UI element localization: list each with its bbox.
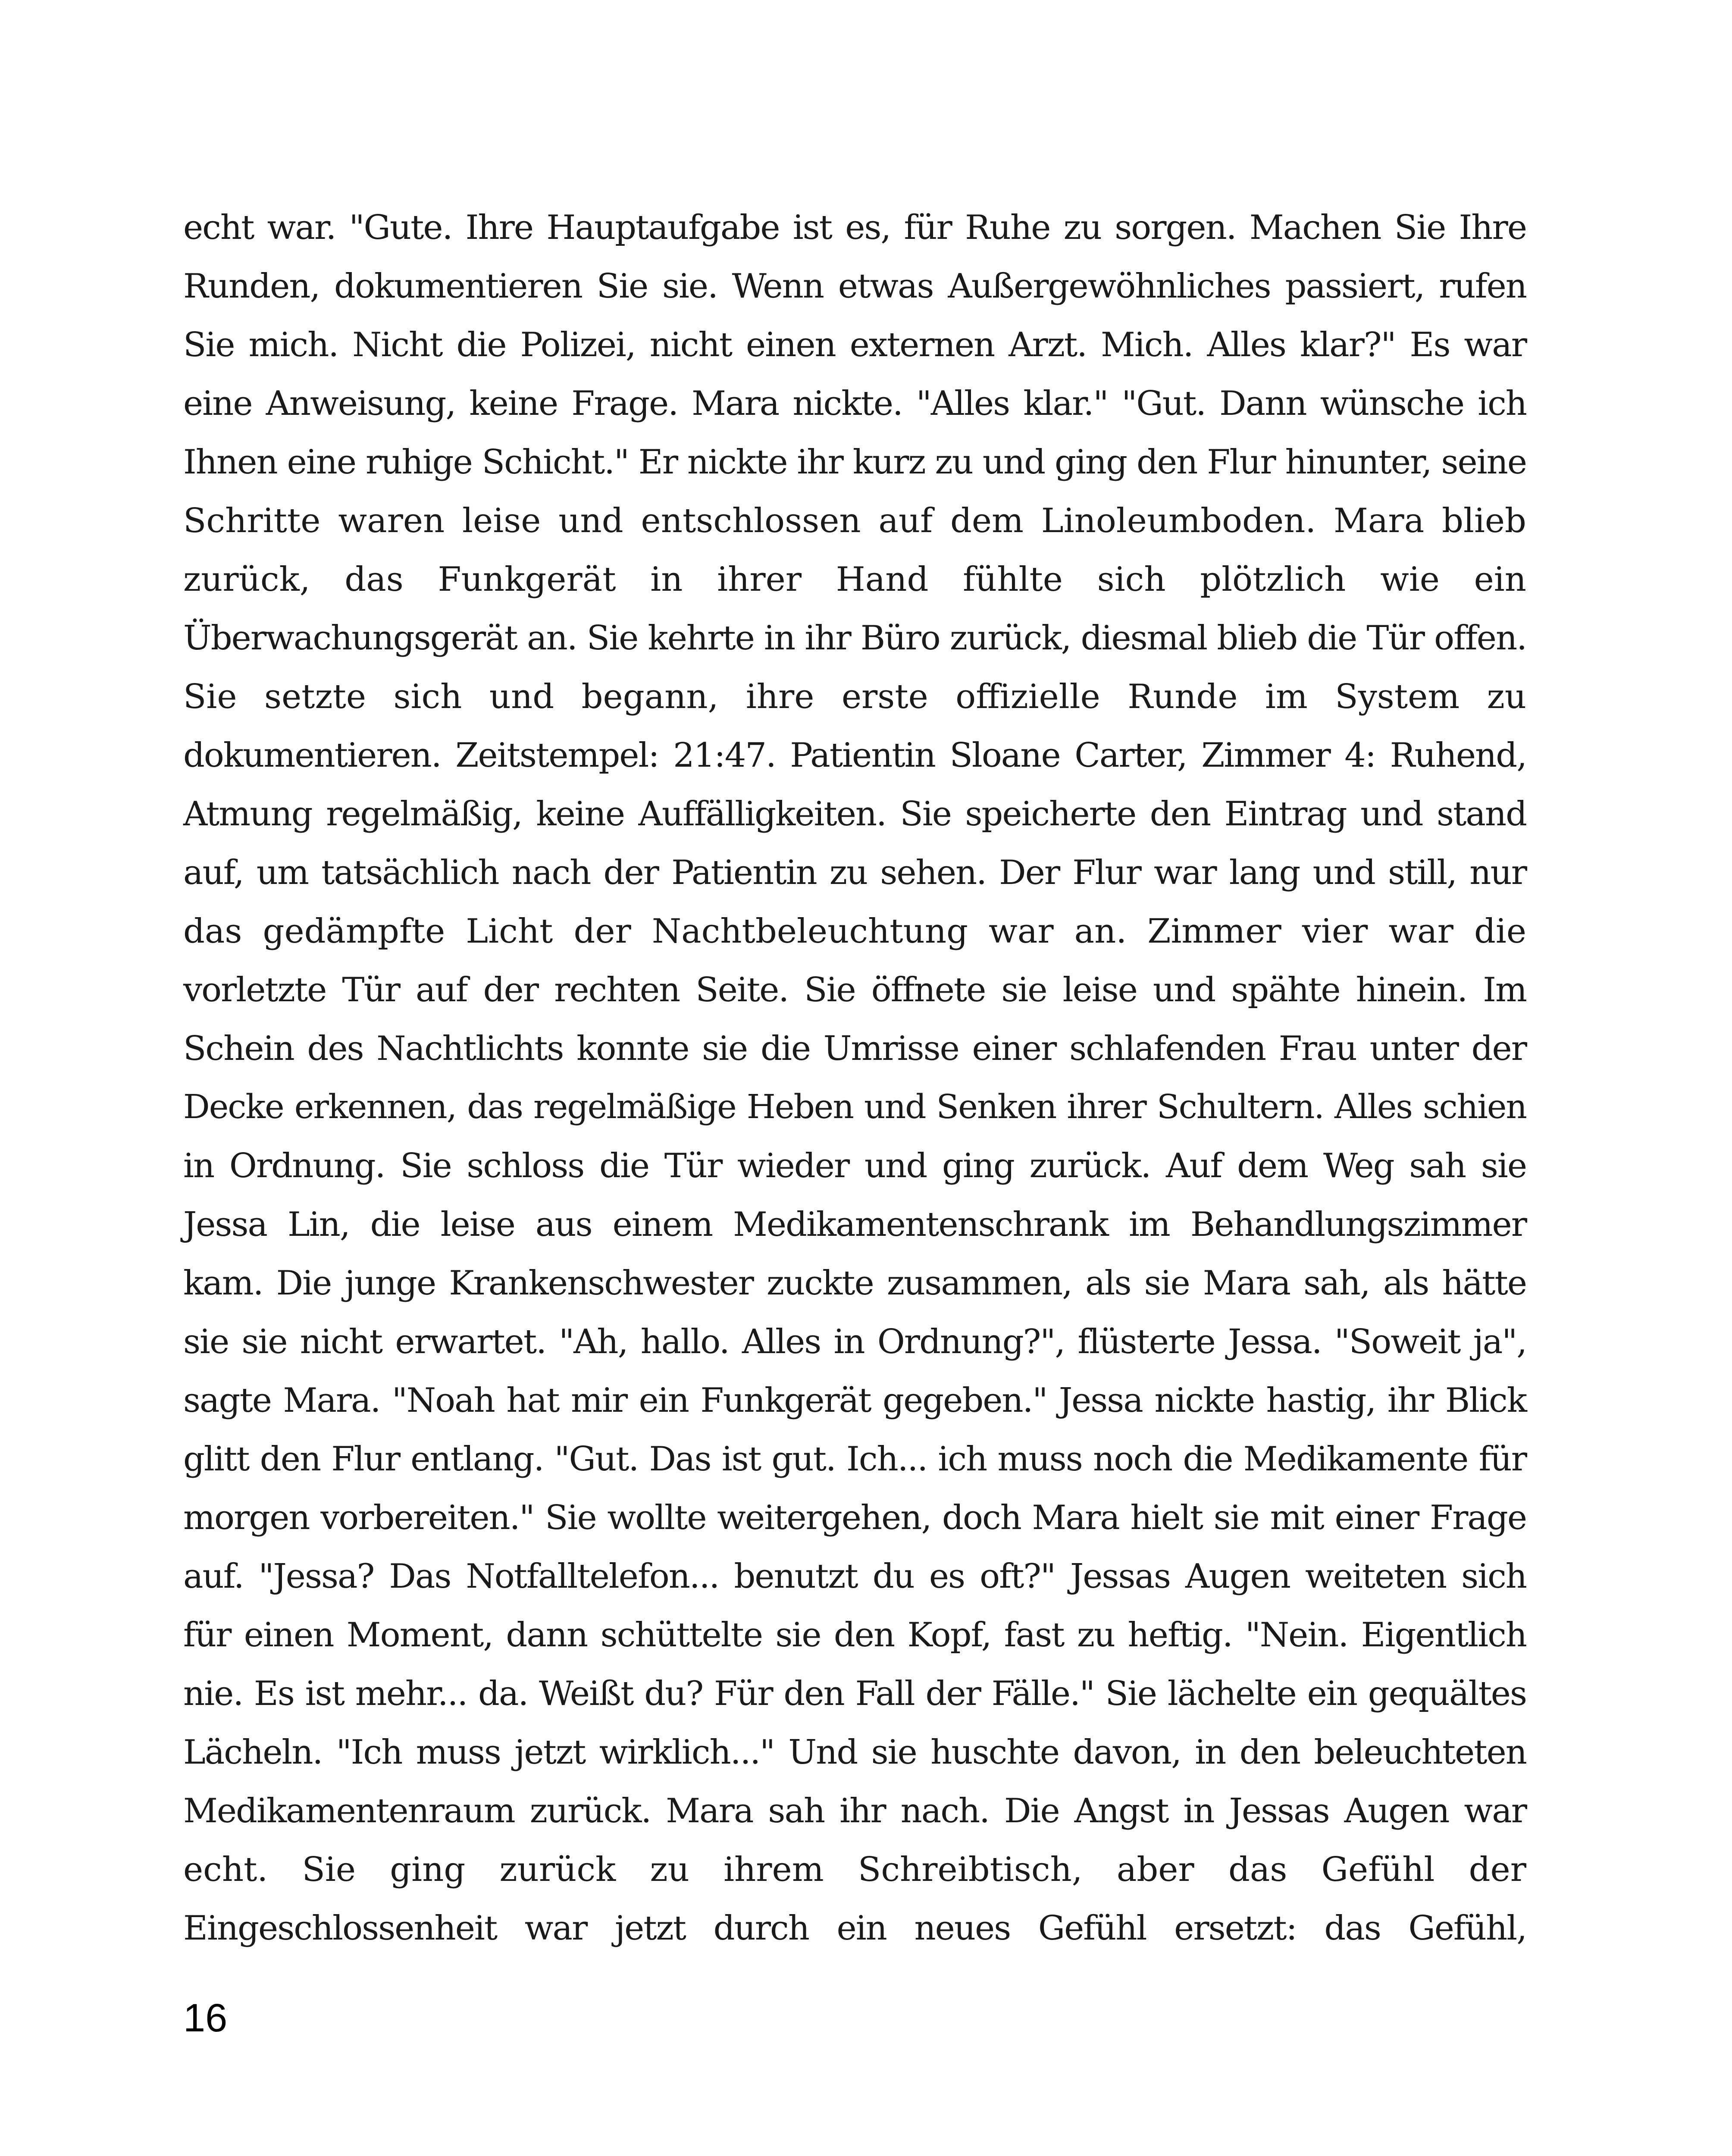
text-line-4: eine Anweisung, keine Frage. Mara nickte. "Alles klar." "Gut. Dann wünsche ich: [183, 384, 1526, 423]
text-line-16: Decke erkennen, das regelmäßige Heben und Senken ihrer Schultern. Alles schien: [183, 1088, 1526, 1126]
text-line-19: kam. Die junge Krankenschwester zuckte zusammen, als sie Mara sah, als hätte: [183, 1264, 1526, 1303]
text-line-26: nie. Es ist mehr... da. Weißt du? Für den Fall der Fälle." Sie lächelte ein gequältes: [183, 1674, 1526, 1713]
text-line-30: Eingeschlossenheit war jetzt durch ein neues Gefühl ersetzt: das Gefühl,: [183, 1909, 1526, 1948]
text-line-29: echt. Sie ging zurück zu ihrem Schreibtisch, aber das Gefühl der: [183, 1850, 1526, 1889]
text-line-8: Überwachungsgerät an. Sie kehrte in ihr Büro zurück, diesmal blieb die Tür offen.: [183, 619, 1526, 658]
text-line-21: sagte Mara. "Noah hat mir ein Funkgerät gegeben." Jessa nickte hastig, ihr Blick: [183, 1381, 1526, 1420]
text-line-23: morgen vorbereiten." Sie wollte weitergehen, doch Mara hielt sie mit einer Frage: [183, 1498, 1526, 1537]
text-line-27: Lächeln. "Ich muss jetzt wirklich..." Und sie huschte davon, in den beleuchteten: [183, 1733, 1526, 1772]
text-line-17: in Ordnung. Sie schloss die Tür wieder und ging zurück. Auf dem Weg sah sie: [183, 1147, 1526, 1185]
text-line-18: Jessa Lin, die leise aus einem Medikamentenschrank im Behandlungszimmer: [183, 1205, 1526, 1244]
text-line-20: sie sie nicht erwartet. "Ah, hallo. Alles in Ordnung?", flüsterte Jessa. "Soweit ja",: [183, 1322, 1526, 1361]
text-line-25: für einen Moment, dann schüttelte sie den Kopf, fast zu heftig. "Nein. Eigentlich: [183, 1616, 1526, 1655]
text-line-1: echt war. "Gute. Ihre Hauptaufgabe ist es, für Ruhe zu sorgen. Machen Sie Ihre: [183, 208, 1526, 247]
text-line-5: Ihnen eine ruhige Schicht." Er nickte ihr kurz zu und ging den Flur hinunter, seine: [183, 443, 1526, 482]
text-line-14: vorletzte Tür auf der rechten Seite. Sie öffnete sie leise und spähte hinein. Im: [183, 971, 1526, 1009]
text-line-7: zurück, das Funkgerät in ihrer Hand fühlte sich plötzlich wie ein: [183, 560, 1526, 599]
text-line-6: Schritte waren leise und entschlossen auf dem Linoleumboden. Mara blieb: [183, 501, 1526, 540]
body-text: [183, 198, 1526, 1958]
text-line-3: Sie mich. Nicht die Polizei, nicht einen externen Arzt. Mich. Alles klar?" Es war: [183, 326, 1526, 364]
text-line-28: Medikamentenraum zurück. Mara sah ihr nach. Die Angst in Jessas Augen war: [183, 1792, 1526, 1830]
text-line-12: auf, um tatsächlich nach der Patientin zu sehen. Der Flur war lang und still, nur: [183, 853, 1526, 892]
text-line-15: Schein des Nachtlichts konnte sie die Umrisse einer schlafenden Frau unter der: [183, 1029, 1526, 1068]
text-line-9: Sie setzte sich und begann, ihre erste offizielle Runde im System zu: [183, 677, 1526, 716]
text-line-13: das gedämpfte Licht der Nachtbeleuchtung war an. Zimmer vier war die: [183, 912, 1526, 951]
text-line-11: Atmung regelmäßig, keine Auffälligkeiten. Sie speicherte den Eintrag und stand: [183, 795, 1526, 834]
text-line-22: glitt den Flur entlang. "Gut. Das ist gut. Ich... ich muss noch die Medikamente für: [183, 1440, 1526, 1479]
text-line-24: auf. "Jessa? Das Notfalltelefon... benutzt du es oft?" Jessas Augen weiteten sich: [183, 1557, 1526, 1596]
text-line-10: dokumentieren. Zeitstempel: 21:47. Patientin Sloane Carter, Zimmer 4: Ruhend,: [183, 736, 1526, 775]
page-number: 16: [183, 1996, 228, 2040]
text-line-2: Runden, dokumentieren Sie sie. Wenn etwas Außergewöhnliches passiert, rufen: [183, 267, 1526, 306]
